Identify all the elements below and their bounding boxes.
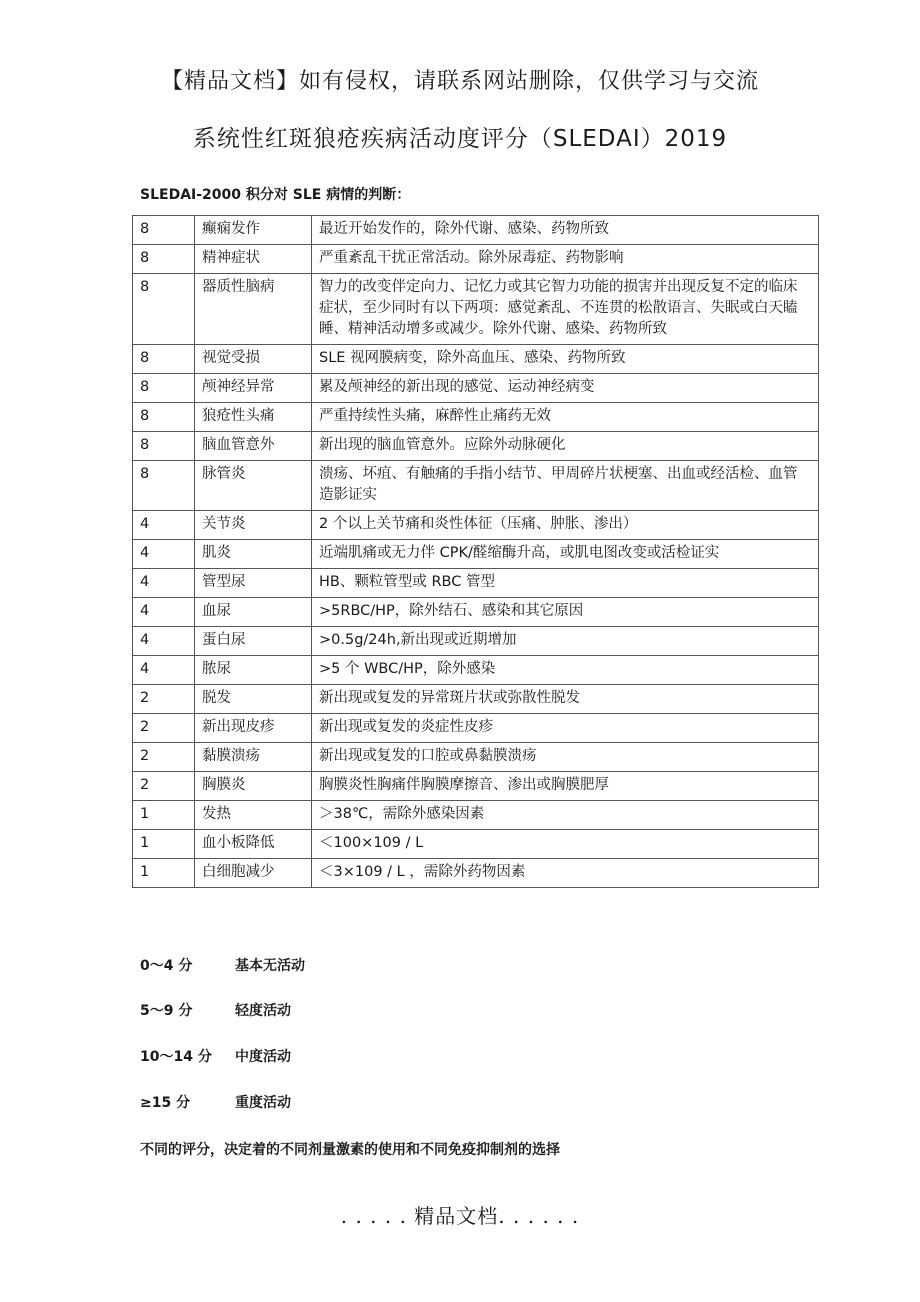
description-cell: 新出现或复发的炎症性皮疹 [312, 714, 819, 743]
level-row-2 [140, 1046, 291, 1066]
page-footer: . . . . . 精品文档. . . . . . [340, 1204, 580, 1228]
table-row [133, 743, 819, 772]
score-cell: 1 [133, 801, 195, 830]
table-row [133, 540, 819, 569]
item-cell: 黏膜溃疡 [195, 743, 312, 772]
item-cell: 脓尿 [195, 656, 312, 685]
item-cell: 管型尿 [195, 569, 312, 598]
page-title: 系统性红斑狼疮疾病活动度评分（SLEDAI）2019 [192, 126, 728, 152]
item-cell: 脱发 [195, 685, 312, 714]
description-cell: >0.5g/24h,新出现或近期增加 [312, 627, 819, 656]
item-cell: 狼疮性头痛 [195, 403, 312, 432]
score-cell: 4 [133, 598, 195, 627]
description-cell: >5 个 WBC/HP，除外感染 [312, 656, 819, 685]
item-cell: 关节炎 [195, 511, 312, 540]
item-cell: 胸膜炎 [195, 772, 312, 801]
item-cell: 蛋白尿 [195, 627, 312, 656]
item-cell: 颅神经异常 [195, 374, 312, 403]
table-row [133, 569, 819, 598]
description-cell: >5RBC/HP，除外结石、感染和其它原因 [312, 598, 819, 627]
score-cell: 8 [133, 345, 195, 374]
item-cell: 癫痫发作 [195, 216, 312, 245]
description-cell: 新出现或复发的口腔或鼻黏膜溃疡 [312, 743, 819, 772]
table-row [133, 461, 819, 511]
sledai-score-table [132, 215, 819, 888]
description-cell: ＜3×109 / L ，需除外药物因素 [312, 859, 819, 888]
description-cell: 智力的改变伴定向力、记忆力或其它智力功能的损害并出现反复不定的临床症状，至少同时有以下两项：感觉紊乱、不连贯的松散语言、失眠或白天瞌睡、精神活动增多或减少。除外代谢、感染、药物所致 [312, 274, 819, 345]
score-table-body [133, 216, 819, 888]
score-cell: 8 [133, 374, 195, 403]
description-cell: 严重紊乱干扰正常活动。除外尿毒症、药物影响 [312, 245, 819, 274]
table-row [133, 216, 819, 245]
score-cell: 2 [133, 743, 195, 772]
description-cell: 最近开始发作的，除外代谢、感染、药物所致 [312, 216, 819, 245]
description-cell: 新出现或复发的异常斑片状或弥散性脱发 [312, 685, 819, 714]
item-cell: 脉管炎 [195, 461, 312, 511]
level-label: 轻度活动 [235, 1003, 291, 1019]
score-cell: 4 [133, 569, 195, 598]
level-score: 10～14 分 [140, 1049, 212, 1065]
level-row-3 [140, 1092, 291, 1112]
score-cell: 4 [133, 656, 195, 685]
description-cell: SLE 视网膜病变，除外高血压、感染、药物所致 [312, 345, 819, 374]
table-row [133, 801, 819, 830]
table-row [133, 859, 819, 888]
score-cell: 8 [133, 274, 195, 345]
table-row [133, 598, 819, 627]
table-row [133, 345, 819, 374]
description-cell: 累及颅神经的新出现的感觉、运动神经病变 [312, 374, 819, 403]
description-cell: 近端肌痛或无力伴 CPK/醛缩酶升高，或肌电图改变或活检证实 [312, 540, 819, 569]
level-score: ≥15 分 [140, 1095, 191, 1111]
level-label: 重度活动 [235, 1095, 291, 1111]
item-cell: 新出现皮疹 [195, 714, 312, 743]
description-cell: 溃疡、坏疽、有触痛的手指小结节、甲周碎片状梗塞、出血或经活检、血管造影证实 [312, 461, 819, 511]
level-row-1 [140, 1000, 291, 1020]
level-score: 0～4 分 [140, 958, 193, 974]
description-cell: ＜100×109 / L [312, 830, 819, 859]
score-cell: 1 [133, 830, 195, 859]
description-cell: HB、颗粒管型或 RBC 管型 [312, 569, 819, 598]
table-row [133, 656, 819, 685]
table-row [133, 511, 819, 540]
score-cell: 8 [133, 461, 195, 511]
description-cell: 新出现的脑血管意外。应除外动脉硬化 [312, 432, 819, 461]
score-cell: 8 [133, 403, 195, 432]
level-label: 中度活动 [235, 1049, 291, 1065]
table-row [133, 772, 819, 801]
score-cell: 2 [133, 685, 195, 714]
score-cell: 8 [133, 216, 195, 245]
table-row [133, 830, 819, 859]
table-row [133, 685, 819, 714]
description-cell: 胸膜炎性胸痛伴胸膜摩擦音、渗出或胸膜肥厚 [312, 772, 819, 801]
level-row-0 [140, 955, 305, 975]
description-cell: 严重持续性头痛，麻醉性止痛药无效 [312, 403, 819, 432]
item-cell: 白细胞减少 [195, 859, 312, 888]
item-cell: 血小板降低 [195, 830, 312, 859]
table-row [133, 432, 819, 461]
item-cell: 器质性脑病 [195, 274, 312, 345]
score-cell: 2 [133, 772, 195, 801]
score-cell: 4 [133, 627, 195, 656]
page-header: 【精品文档】如有侵权，请联系网站删除，仅供学习与交流 [160, 69, 759, 94]
table-row [133, 274, 819, 345]
description-cell: 2 个以上关节痛和炎性体征（压痛、肿胀、渗出） [312, 511, 819, 540]
table-row [133, 627, 819, 656]
item-cell: 肌炎 [195, 540, 312, 569]
table-row [133, 714, 819, 743]
item-cell: 脑血管意外 [195, 432, 312, 461]
table-row [133, 403, 819, 432]
table-caption: SLEDAI-2000 积分对 SLE 病情的判断： [140, 187, 411, 203]
score-cell: 2 [133, 714, 195, 743]
level-score: 5～9 分 [140, 1003, 193, 1019]
item-cell: 发热 [195, 801, 312, 830]
item-cell: 精神症状 [195, 245, 312, 274]
item-cell: 视觉受损 [195, 345, 312, 374]
footnote: 不同的评分，决定着的不同剂量激素的使用和不同免疫抑制剂的选择 [140, 1142, 560, 1158]
score-cell: 1 [133, 859, 195, 888]
level-label: 基本无活动 [235, 958, 305, 974]
score-cell: 8 [133, 432, 195, 461]
score-cell: 4 [133, 540, 195, 569]
description-cell: ＞38℃，需除外感染因素 [312, 801, 819, 830]
item-cell: 血尿 [195, 598, 312, 627]
score-cell: 8 [133, 245, 195, 274]
score-cell: 4 [133, 511, 195, 540]
table-row [133, 374, 819, 403]
table-row [133, 245, 819, 274]
